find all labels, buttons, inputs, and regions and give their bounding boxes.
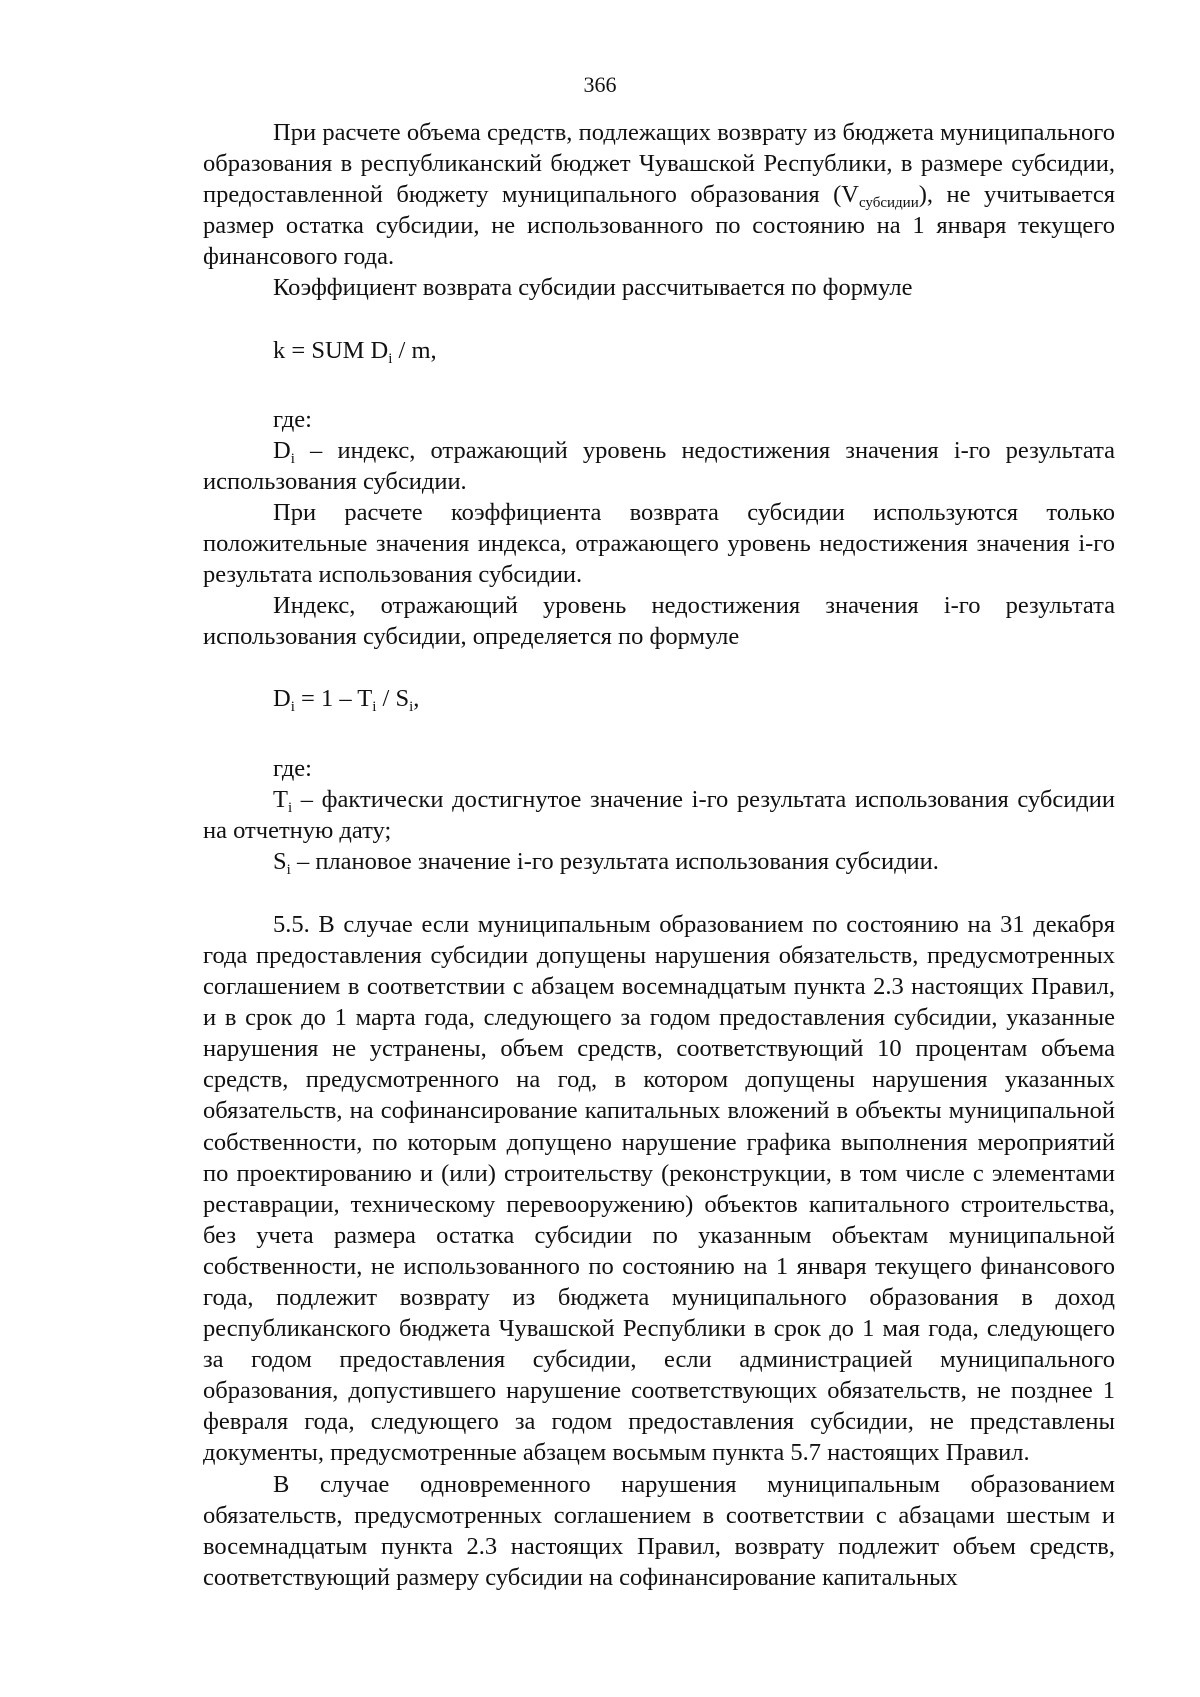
paragraph-section-5-5: 5.5. В случае если муниципальным образованием по состоянию на 31 декабря года предоставления субсидии допущены нарушения обязательств, предусмотренных соглашением в соответствии с абзацем восемнадцатым пункта 2.3 настоящих Правил, и в срок до 1 марта года, следующего за годом предоставления субсидии, указанные нарушения не устранены, объем средств, соответствующий 10 процентам объема средств, предусмотренного на год, в котором допущены нарушения указанных обязательств, на софинансирование капитальных вложений в объекты муниципальной собственности, по которым допущено нарушение графика выполнения мероприятий по проектированию и (или) строительству (реконструкции, в том числе с элементами реставрации, техническому перевооружению) объектов капитального строительства, без учета размера остатка субсидии по указанным объектам муниципальной собственности, не использованного по состоянию на 1 января текущего финансового года, подлежит возврату из бюджета муниципального образования в доход республиканского бюджета Чувашской Республики в срок до 1 мая года, следующего за годом предоставления субсидии, если администрацией муниципального образования, допустившего нарушение соответствующих обязательств, не позднее 1 февраля года, следующего за годом предоставления субсидии, не представлены документы, предусмотренные абзацем восьмым пункта 5.7 настоящих Правил. bbox=[203, 910, 1115, 1467]
spacer bbox=[203, 652, 1115, 683]
subscript: i bbox=[290, 699, 295, 716]
where-label: где: bbox=[273, 405, 312, 433]
subscript: i bbox=[388, 350, 393, 367]
definition-t bbox=[203, 784, 1115, 846]
spacer bbox=[203, 715, 1115, 753]
where-label: где: bbox=[273, 754, 312, 782]
page-body bbox=[203, 117, 1115, 1593]
definition-d bbox=[203, 435, 1115, 497]
definition-text: – фактически достигнутое значение i-го результата использования субсидии на отчетную дату; bbox=[203, 785, 1115, 844]
symbol bbox=[273, 785, 293, 816]
subscript: i bbox=[409, 699, 414, 716]
formula-text: / m, bbox=[392, 336, 437, 364]
symbol-letter: D bbox=[273, 436, 291, 464]
formula-text: , bbox=[413, 685, 420, 713]
paragraph-text: ), не учитывается размер остатка субсидии, не использованного по состоянию на 1 января текущего финансового года. bbox=[203, 181, 1115, 271]
paragraph-positive-values: При расчете коэффициента возврата субсидии используются только положительные значения индекса, отражающего уровень недостижения значения i-го результата использования субсидии. bbox=[203, 498, 1115, 589]
formula-text: = 1 – T bbox=[294, 685, 373, 713]
paragraph-remainder-exclusion bbox=[203, 117, 1115, 272]
spacer bbox=[203, 877, 1115, 909]
definition-text: – плановое значение i-го результата использования субсидии. bbox=[290, 847, 939, 875]
spacer bbox=[203, 304, 1115, 335]
page-number: 366 bbox=[583, 72, 617, 97]
definition-text: – индекс, отражающий уровень недостижения значения i-го результата использования субсидии. bbox=[203, 436, 1115, 495]
symbol bbox=[273, 847, 291, 878]
paragraph-index-intro: Индекс, отражающий уровень недостижения значения i-го результата использования субсидии, определяется по формуле bbox=[203, 592, 1115, 651]
subscript: i bbox=[286, 861, 291, 878]
formula-text: D bbox=[273, 685, 291, 713]
spacer bbox=[203, 366, 1115, 404]
formula-text: k = SUM D bbox=[273, 336, 389, 364]
subscript: i bbox=[290, 450, 295, 467]
paragraph-text: При расчете объема средств, подлежащих возврату из бюджета муниципального образования в республиканский бюджет Чувашской Республики, в размере субсидии, предоставленной бюджету муниципального образования (V bbox=[203, 119, 1115, 209]
subscript: i bbox=[372, 699, 377, 716]
symbol-letter: T bbox=[273, 785, 288, 813]
formula-text: / S bbox=[376, 685, 410, 713]
definition-s bbox=[203, 846, 1115, 877]
symbol bbox=[273, 436, 295, 467]
subscript: i bbox=[287, 799, 293, 816]
paragraph-simultaneous-violation: В случае одновременного нарушения муниципальным образованием обязательств, предусмотренных соглашением в соответствии с абзацами шестым и восемнадцатым пункта 2.3 настоящих Правил, возврату подлежит объем средств, соответствующий размеру субсидии на софинансирование капитальных bbox=[203, 1470, 1115, 1591]
subscript: субсидии bbox=[858, 195, 919, 212]
symbol-letter: S bbox=[273, 847, 287, 875]
paragraph-coefficient-intro: Коэффициент возврата субсидии рассчитывается по формуле bbox=[273, 274, 913, 302]
formula-return-coefficient bbox=[203, 335, 1115, 366]
formula-index bbox=[203, 683, 1115, 714]
